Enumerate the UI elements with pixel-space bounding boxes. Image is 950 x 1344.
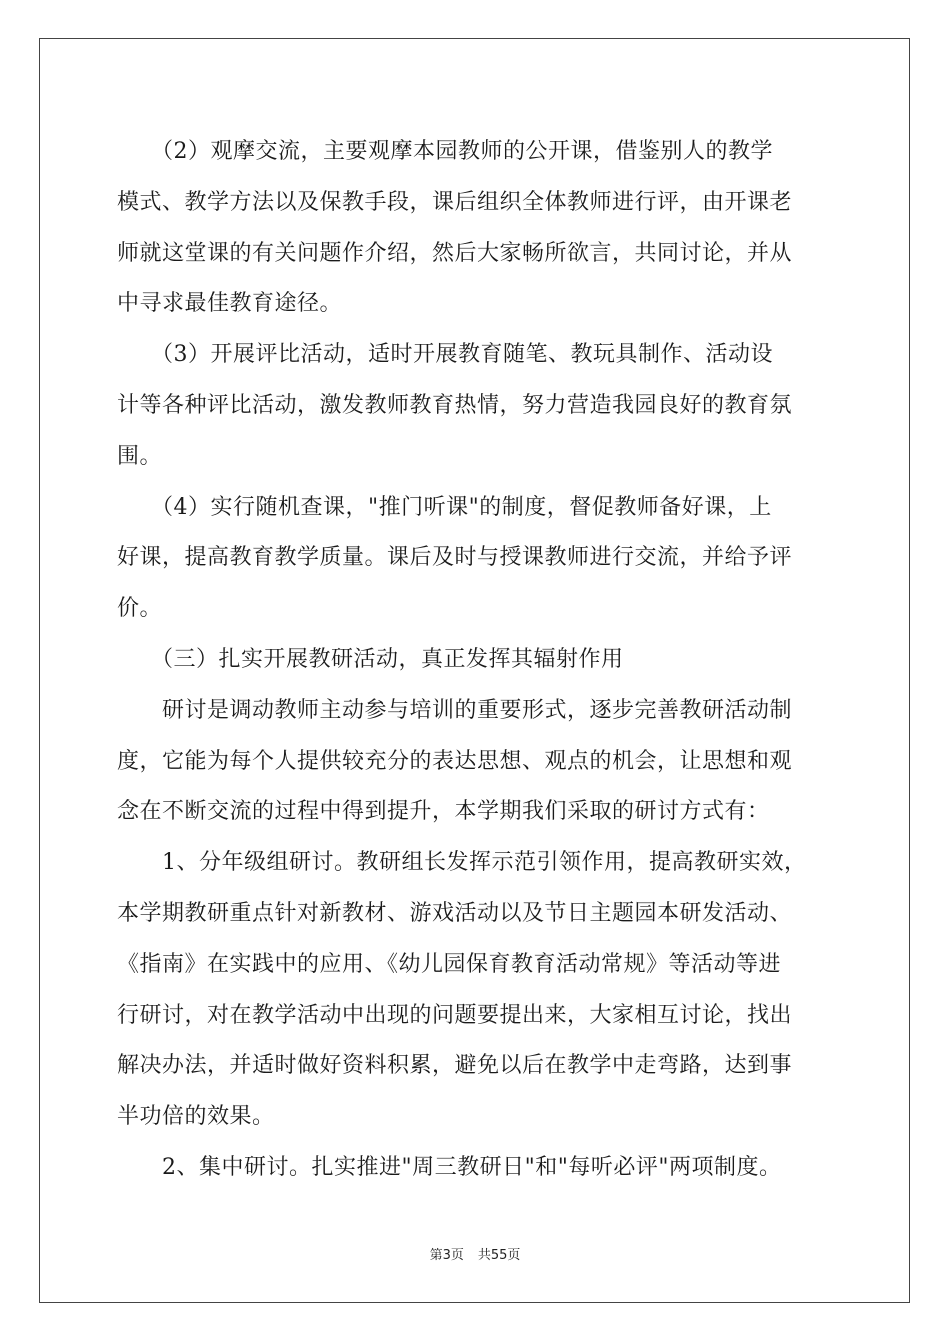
text-line: 围。 [117,443,163,469]
text-line: 研讨是调动教师主动参与培训的重要形式，逐步完善教研活动制 [117,697,793,723]
page-total: 共55页 [477,1248,521,1263]
text-line: （2）观摩交流，主要观摩本园教师的公开课，借鉴别人的教学 [117,139,773,164]
page-footer [0,1244,950,1263]
page-number: 第3页 [429,1248,464,1263]
section-heading: （三）扎实开展教研活动，真正发挥其辐射作用 [117,646,624,672]
text-line: 2、集中研讨。扎实推进"周三教研日"和"每听必评"两项制度。 [117,1154,782,1180]
text-line: 师就这堂课的有关问题作介绍，然后大家畅所欲言，共同讨论，并从 [117,240,793,266]
text-line: 解决办法，并适时做好资料积累，避免以后在教学中走弯路，达到事 [117,1053,793,1079]
text-line: 行研讨，对在教学活动中出现的问题要提出来，大家相互讨论，找出 [117,1002,793,1028]
text-line: 好课，提高教育教学质量。课后及时与授课教师进行交流，并给予评 [117,545,793,571]
text-line: 价。 [117,596,163,622]
text-line: 念在不断交流的过程中得到提升，本学期我们采取的研讨方式有： [117,799,770,825]
text-line: （3）开展评比活动，适时开展教育随笔、教玩具制作、活动设 [117,342,773,368]
text-line: 中寻求最佳教育途径。 [117,291,343,317]
text-line: 半功倍的效果。 [117,1104,275,1130]
text-line: 《指南》在实践中的应用、《幼儿园保育教育活动常规》等活动等进 [117,951,782,977]
text-line: （4）实行随机查课，"推门听课"的制度，督促教师备好课，上 [117,494,772,520]
text-line: 1、分年级组研讨。教研组长发挥示范引领作用，提高教研实效， [117,850,807,876]
text-line: 模式、教学方法以及保教手段，课后组织全体教师进行评，由开课老 [117,189,793,215]
text-line: 计等各种评比活动，激发教师教育热情，努力营造我园良好的教育氛 [117,392,793,418]
document-body [117,127,837,1194]
text-line: 度，它能为每个人提供较充分的表达思想、观点的机会，让思想和观 [117,748,793,774]
text-line: 本学期教研重点针对新教材、游戏活动以及节日主题园本研发活动、 [117,900,793,926]
